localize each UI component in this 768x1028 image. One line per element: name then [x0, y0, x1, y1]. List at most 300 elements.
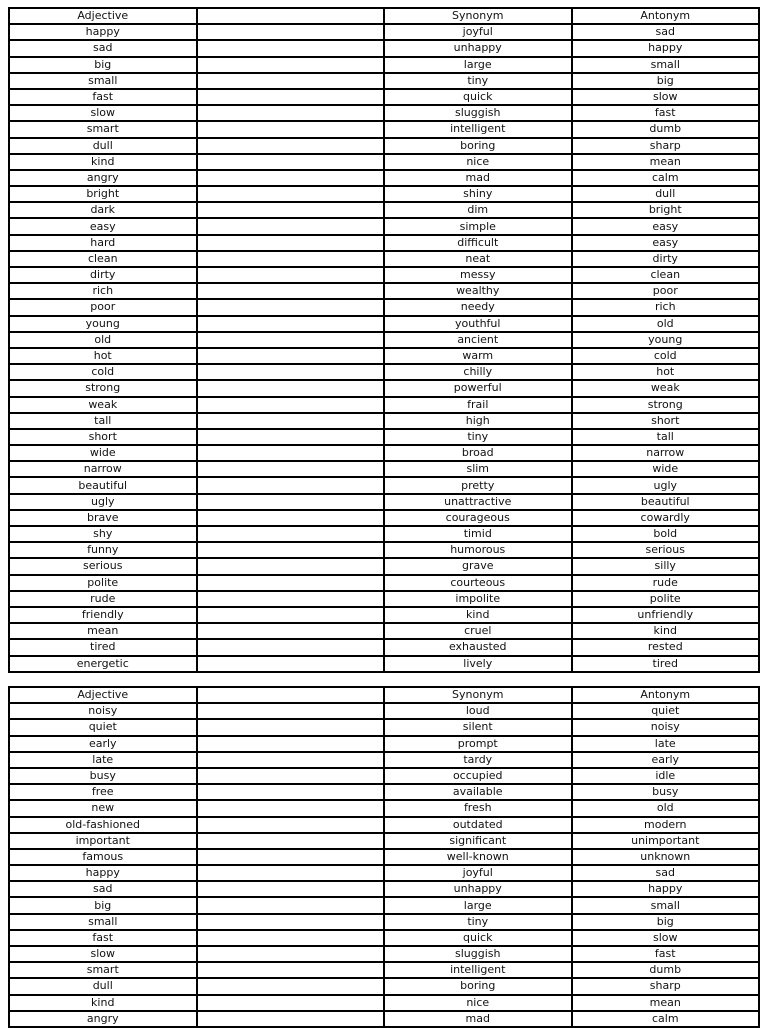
adjective-cell: dull [9, 138, 197, 154]
synonym-cell: cruel [384, 623, 572, 639]
antonym-cell: beautiful [572, 494, 760, 510]
synonym-cell: intelligent [384, 121, 572, 137]
antonym-cell: polite [572, 591, 760, 607]
blank-cell [197, 24, 385, 40]
blank-cell [197, 768, 385, 784]
adjective-cell: old-fashioned [9, 817, 197, 833]
antonym-cell: sharp [572, 978, 760, 994]
adjective-cell: smart [9, 121, 197, 137]
antonym-cell: unknown [572, 849, 760, 865]
column-header-synonym: Synonym [384, 8, 572, 24]
table-row [9, 881, 759, 897]
antonym-cell: sharp [572, 138, 760, 154]
column-header-blank [197, 687, 385, 703]
table-row [9, 833, 759, 849]
adjective-cell: tall [9, 413, 197, 429]
blank-cell [197, 817, 385, 833]
table-row [9, 849, 759, 865]
adjective-cell: energetic [9, 656, 197, 672]
antonym-cell: slow [572, 930, 760, 946]
synonym-cell: significant [384, 833, 572, 849]
table-row [9, 170, 759, 186]
blank-cell [197, 89, 385, 105]
antonym-cell: happy [572, 881, 760, 897]
table-row [9, 510, 759, 526]
blank-cell [197, 591, 385, 607]
adjective-cell: serious [9, 558, 197, 574]
table-row [9, 719, 759, 735]
synonym-cell: outdated [384, 817, 572, 833]
antonym-cell: modern [572, 817, 760, 833]
synonym-cell: ancient [384, 332, 572, 348]
adjective-cell: early [9, 736, 197, 752]
blank-cell [197, 186, 385, 202]
adjective-cell: strong [9, 380, 197, 396]
antonym-cell: ugly [572, 477, 760, 493]
antonym-cell: unimportant [572, 833, 760, 849]
blank-cell [197, 218, 385, 234]
adjective-cell: hard [9, 235, 197, 251]
adjective-cell: big [9, 897, 197, 913]
blank-cell [197, 962, 385, 978]
table-row [9, 283, 759, 299]
blank-cell [197, 946, 385, 962]
table-row [9, 332, 759, 348]
blank-cell [197, 575, 385, 591]
adjective-cell: rude [9, 591, 197, 607]
table-row [9, 397, 759, 413]
antonym-cell: calm [572, 1011, 760, 1027]
table-row [9, 24, 759, 40]
table-row [9, 946, 759, 962]
synonym-cell: mad [384, 170, 572, 186]
synonym-cell: prompt [384, 736, 572, 752]
header-row [9, 8, 759, 24]
blank-cell [197, 526, 385, 542]
blank-cell [197, 542, 385, 558]
adjective-cell: slow [9, 105, 197, 121]
table-row [9, 40, 759, 56]
synonym-cell: needy [384, 299, 572, 315]
adjective-cell: fast [9, 930, 197, 946]
table-row [9, 914, 759, 930]
synonym-cell: shiny [384, 186, 572, 202]
blank-cell [197, 833, 385, 849]
antonym-cell: slow [572, 89, 760, 105]
synonym-cell: lively [384, 656, 572, 672]
synonym-cell: joyful [384, 865, 572, 881]
antonym-cell: big [572, 914, 760, 930]
blank-cell [197, 881, 385, 897]
antonym-cell: kind [572, 623, 760, 639]
blank-cell [197, 930, 385, 946]
antonym-cell: happy [572, 40, 760, 56]
adjective-cell: new [9, 800, 197, 816]
column-header-adjective: Adjective [9, 687, 197, 703]
adjective-cell: polite [9, 575, 197, 591]
adjective-cell: narrow [9, 461, 197, 477]
blank-cell [197, 1011, 385, 1027]
synonym-cell: tiny [384, 73, 572, 89]
blank-cell [197, 978, 385, 994]
blank-cell [197, 914, 385, 930]
antonym-cell: sad [572, 24, 760, 40]
column-header-antonym: Antonym [572, 687, 760, 703]
synonym-cell: quick [384, 89, 572, 105]
table-row [9, 865, 759, 881]
antonym-cell: hot [572, 364, 760, 380]
synonym-cell: tiny [384, 914, 572, 930]
table-row [9, 784, 759, 800]
table-row [9, 897, 759, 913]
synonym-cell: boring [384, 138, 572, 154]
synonym-cell: silent [384, 719, 572, 735]
adjective-cell: brave [9, 510, 197, 526]
adjective-cell: bright [9, 186, 197, 202]
synonym-cell: joyful [384, 24, 572, 40]
blank-cell [197, 251, 385, 267]
adjective-cell: smart [9, 962, 197, 978]
adjective-cell: cold [9, 364, 197, 380]
table-row [9, 251, 759, 267]
antonym-cell: rested [572, 639, 760, 655]
table-body [9, 24, 759, 672]
table-row [9, 138, 759, 154]
table-row [9, 267, 759, 283]
synonym-cell: loud [384, 703, 572, 719]
table-row [9, 591, 759, 607]
synonym-cell: powerful [384, 380, 572, 396]
synonym-cell: courageous [384, 510, 572, 526]
table-row [9, 656, 759, 672]
blank-cell [197, 995, 385, 1011]
adjective-cell: hot [9, 348, 197, 364]
blank-cell [197, 202, 385, 218]
adjective-cell: dirty [9, 267, 197, 283]
blank-cell [197, 299, 385, 315]
adjective-cell: fast [9, 89, 197, 105]
table-row [9, 202, 759, 218]
blank-cell [197, 332, 385, 348]
antonym-cell: clean [572, 267, 760, 283]
blank-cell [197, 736, 385, 752]
blank-cell [197, 510, 385, 526]
table-row [9, 477, 759, 493]
table-row [9, 154, 759, 170]
column-header-antonym: Antonym [572, 8, 760, 24]
adjective-cell: big [9, 57, 197, 73]
blank-cell [197, 316, 385, 332]
blank-cell [197, 897, 385, 913]
adjective-cell: sad [9, 881, 197, 897]
synonym-cell: grave [384, 558, 572, 574]
synonym-cell: slim [384, 461, 572, 477]
adjective-cell: wide [9, 445, 197, 461]
antonym-cell: short [572, 413, 760, 429]
synonym-cell: available [384, 784, 572, 800]
table-row [9, 299, 759, 315]
antonym-cell: calm [572, 170, 760, 186]
blank-cell [197, 267, 385, 283]
adjective-cell: important [9, 833, 197, 849]
blank-cell [197, 784, 385, 800]
table-row [9, 121, 759, 137]
blank-cell [197, 703, 385, 719]
blank-cell [197, 800, 385, 816]
table-row [9, 186, 759, 202]
blank-cell [197, 364, 385, 380]
synonym-cell: tiny [384, 429, 572, 445]
synonym-cell: impolite [384, 591, 572, 607]
adjective-cell: quiet [9, 719, 197, 735]
synonym-cell: exhausted [384, 639, 572, 655]
table-row [9, 639, 759, 655]
adjective-cell: dull [9, 978, 197, 994]
synonym-cell: nice [384, 995, 572, 1011]
synonym-cell: neat [384, 251, 572, 267]
synonym-cell: broad [384, 445, 572, 461]
blank-cell [197, 752, 385, 768]
blank-cell [197, 719, 385, 735]
blank-cell [197, 413, 385, 429]
antonym-cell: late [572, 736, 760, 752]
antonym-cell: young [572, 332, 760, 348]
antonym-cell: tired [572, 656, 760, 672]
antonym-cell: easy [572, 218, 760, 234]
blank-cell [197, 121, 385, 137]
antonym-cell: tall [572, 429, 760, 445]
adjective-cell: young [9, 316, 197, 332]
synonym-cell: youthful [384, 316, 572, 332]
synonym-cell: sluggish [384, 946, 572, 962]
adjective-cell: clean [9, 251, 197, 267]
synonym-cell: wealthy [384, 283, 572, 299]
adjective-cell: happy [9, 865, 197, 881]
blank-cell [197, 397, 385, 413]
column-header-synonym: Synonym [384, 687, 572, 703]
synonym-cell: chilly [384, 364, 572, 380]
table-row [9, 461, 759, 477]
antonym-cell: cold [572, 348, 760, 364]
adjective-cell: weak [9, 397, 197, 413]
table-row [9, 752, 759, 768]
antonym-cell: dull [572, 186, 760, 202]
synonym-cell: nice [384, 154, 572, 170]
antonym-cell: fast [572, 105, 760, 121]
adjective-cell: noisy [9, 703, 197, 719]
blank-cell [197, 494, 385, 510]
antonym-cell: old [572, 800, 760, 816]
adjective-cell: poor [9, 299, 197, 315]
antonym-cell: cowardly [572, 510, 760, 526]
table-row [9, 429, 759, 445]
adjective-cell: tired [9, 639, 197, 655]
table-row [9, 526, 759, 542]
antonym-cell: small [572, 897, 760, 913]
synonym-cell: mad [384, 1011, 572, 1027]
table-row [9, 316, 759, 332]
synonym-cell: large [384, 57, 572, 73]
antonym-cell: rude [572, 575, 760, 591]
synonym-cell: high [384, 413, 572, 429]
table-row [9, 348, 759, 364]
synonym-cell: quick [384, 930, 572, 946]
blank-cell [197, 73, 385, 89]
synonym-cell: simple [384, 218, 572, 234]
adjective-cell: late [9, 752, 197, 768]
adjective-cell: beautiful [9, 477, 197, 493]
synonym-cell: fresh [384, 800, 572, 816]
blank-cell [197, 865, 385, 881]
adjective-cell: dark [9, 202, 197, 218]
adjective-cell: mean [9, 623, 197, 639]
table-body [9, 703, 759, 1027]
adjective-cell: shy [9, 526, 197, 542]
blank-cell [197, 477, 385, 493]
table-row [9, 542, 759, 558]
table-row [9, 800, 759, 816]
antonym-cell: serious [572, 542, 760, 558]
antonym-cell: strong [572, 397, 760, 413]
blank-cell [197, 170, 385, 186]
synonym-cell: well-known [384, 849, 572, 865]
blank-cell [197, 461, 385, 477]
adjective-cell: angry [9, 170, 197, 186]
antonym-cell: sad [572, 865, 760, 881]
table-row [9, 623, 759, 639]
antonym-cell: silly [572, 558, 760, 574]
synonym-cell: dim [384, 202, 572, 218]
table-row [9, 364, 759, 380]
synonym-cell: unhappy [384, 881, 572, 897]
adjective-cell: famous [9, 849, 197, 865]
blank-cell [197, 40, 385, 56]
synonym-cell: messy [384, 267, 572, 283]
antonym-cell: idle [572, 768, 760, 784]
blank-cell [197, 558, 385, 574]
antonym-cell: weak [572, 380, 760, 396]
table-row [9, 413, 759, 429]
synonym-cell: pretty [384, 477, 572, 493]
column-header-blank [197, 8, 385, 24]
adjective-cell: rich [9, 283, 197, 299]
synonym-cell: timid [384, 526, 572, 542]
synonym-cell: tardy [384, 752, 572, 768]
synonym-cell: unattractive [384, 494, 572, 510]
adjective-cell: busy [9, 768, 197, 784]
table-row [9, 703, 759, 719]
antonym-cell: easy [572, 235, 760, 251]
antonym-cell: bright [572, 202, 760, 218]
synonym-cell: humorous [384, 542, 572, 558]
antonym-cell: rich [572, 299, 760, 315]
adjective-cell: funny [9, 542, 197, 558]
antonym-cell: narrow [572, 445, 760, 461]
word-table-1 [8, 7, 760, 673]
antonym-cell: early [572, 752, 760, 768]
blank-cell [197, 348, 385, 364]
adjective-cell: small [9, 914, 197, 930]
blank-cell [197, 656, 385, 672]
blank-cell [197, 445, 385, 461]
antonym-cell: old [572, 316, 760, 332]
antonym-cell: dumb [572, 962, 760, 978]
adjective-cell: sad [9, 40, 197, 56]
table-row [9, 978, 759, 994]
synonym-cell: intelligent [384, 962, 572, 978]
synonym-cell: kind [384, 607, 572, 623]
table-row [9, 1011, 759, 1027]
table-row [9, 494, 759, 510]
table-row [9, 445, 759, 461]
blank-cell [197, 105, 385, 121]
adjective-cell: ugly [9, 494, 197, 510]
table-row [9, 962, 759, 978]
blank-cell [197, 235, 385, 251]
adjective-cell: slow [9, 946, 197, 962]
adjective-cell: small [9, 73, 197, 89]
table-row [9, 575, 759, 591]
synonym-cell: frail [384, 397, 572, 413]
table-row [9, 57, 759, 73]
antonym-cell: fast [572, 946, 760, 962]
word-table-2 [8, 686, 760, 1028]
blank-cell [197, 154, 385, 170]
adjective-cell: friendly [9, 607, 197, 623]
synonym-cell: warm [384, 348, 572, 364]
adjective-cell: kind [9, 154, 197, 170]
antonym-cell: busy [572, 784, 760, 800]
header-row [9, 687, 759, 703]
blank-cell [197, 57, 385, 73]
antonym-cell: dumb [572, 121, 760, 137]
adjective-cell: old [9, 332, 197, 348]
blank-cell [197, 623, 385, 639]
adjective-cell: angry [9, 1011, 197, 1027]
table-row [9, 736, 759, 752]
synonym-cell: difficult [384, 235, 572, 251]
adjective-cell: kind [9, 995, 197, 1011]
table-row [9, 817, 759, 833]
column-header-adjective: Adjective [9, 8, 197, 24]
antonym-cell: noisy [572, 719, 760, 735]
blank-cell [197, 138, 385, 154]
antonym-cell: mean [572, 995, 760, 1011]
adjective-cell: short [9, 429, 197, 445]
synonym-cell: large [384, 897, 572, 913]
adjective-cell: free [9, 784, 197, 800]
antonym-cell: dirty [572, 251, 760, 267]
synonym-cell: boring [384, 978, 572, 994]
table-row [9, 89, 759, 105]
blank-cell [197, 283, 385, 299]
blank-cell [197, 429, 385, 445]
antonym-cell: mean [572, 154, 760, 170]
synonym-cell: courteous [384, 575, 572, 591]
adjective-cell: happy [9, 24, 197, 40]
table-row [9, 930, 759, 946]
antonym-cell: poor [572, 283, 760, 299]
blank-cell [197, 639, 385, 655]
synonym-cell: sluggish [384, 105, 572, 121]
antonym-cell: big [572, 73, 760, 89]
table-row [9, 768, 759, 784]
synonym-cell: unhappy [384, 40, 572, 56]
table-row [9, 558, 759, 574]
blank-cell [197, 849, 385, 865]
table-row [9, 995, 759, 1011]
table-row [9, 73, 759, 89]
